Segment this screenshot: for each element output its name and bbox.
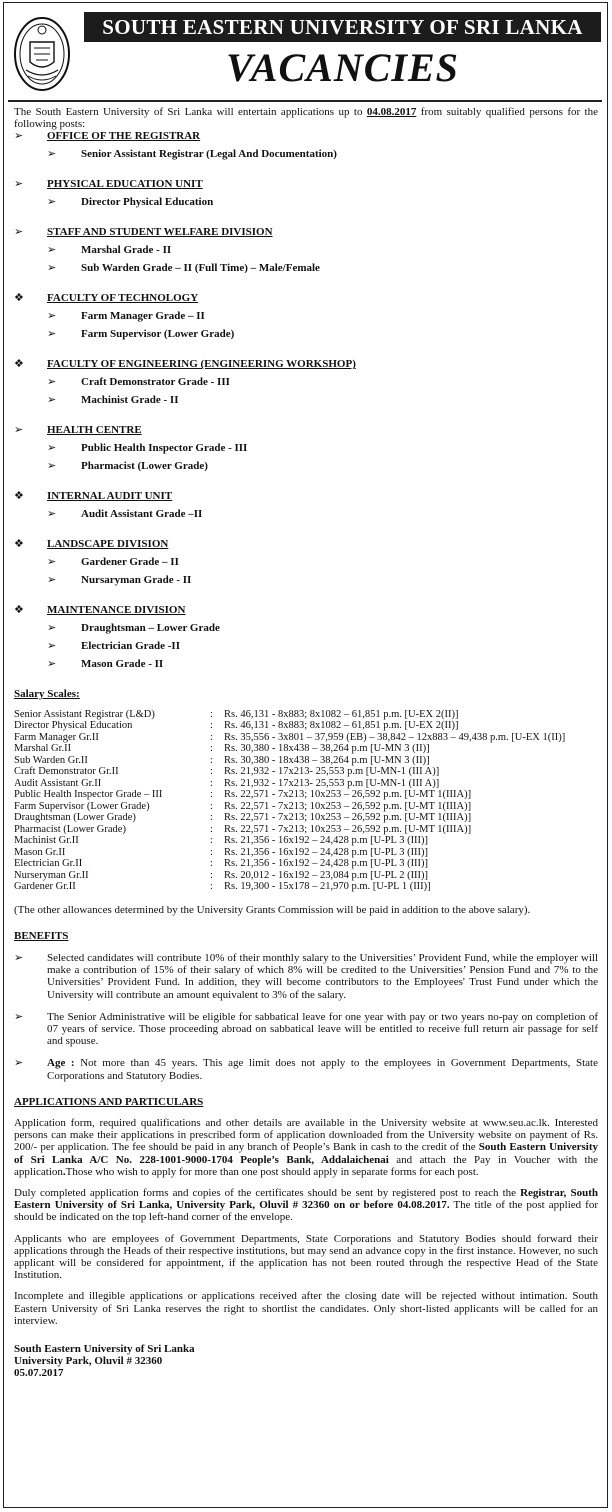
- salary-row: [14, 709, 565, 721]
- salary-post: Audit Assistant Gr.II: [14, 777, 102, 789]
- salary-scale: Rs. 21,356 - 16x192 – 24,428 p.m [U-PL 3 (III)]: [224, 846, 429, 858]
- post-title: Public Health Inspector Grade - III: [81, 442, 248, 455]
- vacancy-section: [14, 178, 598, 209]
- post-title: Farm Supervisor (Lower Grade): [81, 328, 235, 341]
- salary-separator: :: [210, 800, 213, 812]
- intro-text-before: The South Eastern University of Sri Lanka will entertain applications up to: [14, 106, 367, 118]
- salary-separator: :: [210, 812, 213, 824]
- salary-row: [14, 720, 565, 732]
- vacancy-section: [14, 604, 598, 671]
- salary-post: Marshal Gr.II: [14, 743, 72, 755]
- post-title: Machinist Grade - II: [81, 394, 179, 407]
- arrow-bullet-icon: ➢: [47, 195, 57, 209]
- post-title: Mason Grade - II: [81, 658, 164, 671]
- header-divider: [8, 100, 602, 102]
- diamond-bullet-icon: ❖: [14, 357, 24, 371]
- para-text: Duly completed application forms and copies of the certificates should be sent by registered post to reach the: [14, 1187, 521, 1200]
- salary-post: Director Physical Education: [14, 720, 133, 732]
- diamond-bullet-icon: ❖: [14, 537, 24, 551]
- salary-row: [14, 778, 565, 790]
- section-title: LANDSCAPE DIVISION: [47, 538, 169, 551]
- university-logo: [12, 14, 72, 94]
- benefit-text: The Senior Administrative will be eligible for sabbatical leave for one year with pay or two years no-pay on completion of 07 years of service. Those proceeding abroad on sabbatical leave will be entitled to receive full return air passage for self and spouse.: [47, 1010, 598, 1048]
- salary-separator: :: [210, 881, 213, 893]
- salary-scale: Rs. 35,556 - 3x801 – 37,959 (EB) – 38,842 – 12x883 – 49,438 p.m. [U-EX 1(II)]: [224, 731, 566, 743]
- salary-row: [14, 870, 565, 882]
- arrow-bullet-icon: ➢: [14, 225, 24, 239]
- salary-section: [14, 688, 598, 915]
- salary-scale: Rs. 30,380 - 18x438 – 38,264 p.m [U-MN 3 (II)]: [224, 754, 430, 766]
- post-item: [14, 460, 598, 473]
- applications-paragraph: [14, 1117, 598, 1178]
- salary-row: [14, 732, 565, 744]
- vacancy-section: [14, 292, 598, 341]
- post-title: Draughtsman – Lower Grade: [81, 622, 220, 635]
- salary-post: Electrician Gr.II: [14, 858, 83, 870]
- arrow-bullet-icon: ➢: [14, 423, 24, 437]
- arrow-bullet-icon: ➢: [14, 1056, 24, 1070]
- post-item: [14, 196, 598, 209]
- age-label: Age :: [47, 1057, 75, 1070]
- vacancy-section: [14, 490, 598, 521]
- para-text: The title of the post applied for should be indicated on the top left-hand corner of the envelope.: [14, 1199, 599, 1224]
- salary-post: Senior Assistant Registrar (L&D): [14, 708, 155, 720]
- applications-heading: APPLICATIONS AND PARTICULARS: [14, 1095, 204, 1108]
- arrow-bullet-icon: ➢: [14, 951, 24, 965]
- para-text: and attach the Pay in Voucher with the application: [14, 1153, 598, 1178]
- signature-date: 05.07.2017: [14, 1367, 64, 1380]
- applications-paragraph: [14, 1187, 598, 1224]
- arrow-bullet-icon: ➢: [47, 573, 57, 587]
- section-header: [14, 424, 598, 437]
- section-header: [14, 490, 598, 503]
- salary-separator: :: [210, 708, 213, 720]
- page-title: VACANCIES: [226, 45, 459, 90]
- salary-post: Gardener Gr.II: [14, 881, 76, 893]
- arrow-bullet-icon: ➢: [47, 441, 57, 455]
- salary-separator: :: [210, 754, 213, 766]
- salary-separator: :: [210, 835, 213, 847]
- diamond-bullet-icon: ❖: [14, 291, 24, 305]
- salary-row: [14, 881, 565, 893]
- salary-post: Draughtsman (Lower Grade): [14, 812, 136, 824]
- post-title: Gardener Grade – II: [81, 556, 179, 569]
- section-header: [14, 130, 598, 143]
- intro-text-after: from suitably qualified persons for the following posts:: [14, 106, 598, 131]
- arrow-bullet-icon: ➢: [14, 1009, 24, 1023]
- benefits-section: [14, 930, 598, 1082]
- salary-note: (The other allowances determined by the University Grants Commission will be paid in addition to the above salary).: [14, 903, 531, 916]
- post-item: [14, 394, 598, 407]
- salary-scale: Rs. 30,380 - 18x438 – 38,264 p.m [U-MN 3 (II)]: [224, 743, 430, 755]
- vacancy-section: [14, 130, 598, 161]
- salary-separator: :: [210, 869, 213, 881]
- section-header: [14, 292, 598, 305]
- arrow-bullet-icon: ➢: [47, 393, 57, 407]
- post-item: [14, 640, 598, 653]
- section-title: PHYSICAL EDUCATION UNIT: [47, 178, 203, 191]
- vacancy-section: [14, 226, 598, 275]
- salary-post: Machinist Gr.II: [14, 835, 79, 847]
- salary-separator: :: [210, 823, 213, 835]
- intro-paragraph: [14, 106, 598, 130]
- section-title: INTERNAL AUDIT UNIT: [47, 490, 173, 503]
- arrow-bullet-icon: ➢: [47, 147, 57, 161]
- salary-post: Sub Warden Gr.II: [14, 754, 88, 766]
- post-item: [14, 310, 598, 323]
- benefit-item: [14, 1057, 598, 1081]
- salary-row: [14, 858, 565, 870]
- section-header: [14, 358, 598, 371]
- post-title: Senior Assistant Registrar (Legal And Documentation): [81, 148, 337, 161]
- vacancy-sections: [14, 130, 598, 671]
- salary-separator: :: [210, 858, 213, 870]
- arrow-bullet-icon: ➢: [47, 555, 57, 569]
- salary-scale: Rs. 21,356 - 16x192 – 24,428 p.m [U-PL 3 (III)]: [224, 858, 429, 870]
- salary-heading: Salary Scales:: [14, 688, 80, 701]
- applications-paragraph: Incomplete and illegible applications or applications received after the closing date will be rejected without intimation. South Eastern University of Sri Lanka reserves the right to shortlist the candidates. Only short-listed applicants will be called for an interview.: [14, 1290, 598, 1327]
- diamond-bullet-icon: ❖: [14, 603, 24, 617]
- post-item: [14, 442, 598, 455]
- arrow-bullet-icon: ➢: [47, 507, 57, 521]
- salary-row: [14, 812, 565, 824]
- benefit-text: Selected candidates will contribute 10% of their monthly salary to the Universities’ Provident Fund, while the employer will make a contribution of 15% of their salary of which 8% will be credited to the Universities’ Pension Fund and 7% to the Universities’ Provident Fund. In addition, they will become contributors to the Employees' Trust Fund under which the University will contribute an amount equivalent to 3% of the salary.: [47, 952, 598, 1001]
- arrow-bullet-icon: ➢: [47, 375, 57, 389]
- section-header: [14, 178, 598, 191]
- salary-scale: Rs. 21,932 - 17x213- 25,553 p.m [U-MN-1 (III A)]: [224, 766, 440, 778]
- salary-row: [14, 755, 565, 767]
- post-item: [14, 328, 598, 341]
- post-title: Farm Manager Grade – II: [81, 310, 205, 323]
- salary-separator: :: [210, 731, 213, 743]
- section-title: FACULTY OF ENGINEERING (ENGINEERING WORKSHOP): [47, 358, 356, 371]
- signature-line: South Eastern University of Sri Lanka: [14, 1343, 195, 1356]
- section-header: [14, 538, 598, 551]
- bank-account: South Eastern University of Sri Lanka A/C No. 228-1001-9000-1704 People’s Bank, Addalaichenai: [14, 1141, 598, 1166]
- salary-post: Farm Supervisor (Lower Grade): [14, 800, 150, 812]
- salary-post: Nurseryman Gr.II: [14, 869, 89, 881]
- post-item: [14, 244, 598, 257]
- salary-scale: Rs. 21,932 - 17x213- 25,553 p.m [U-MN-1 (III A)]: [224, 777, 440, 789]
- salary-row: [14, 743, 565, 755]
- benefit-item: [14, 1011, 598, 1048]
- salary-post: Craft Demonstrator Gr.II: [14, 766, 119, 778]
- benefits-heading: BENEFITS: [14, 929, 69, 942]
- section-title: HEALTH CENTRE: [47, 424, 142, 437]
- salary-scale: Rs. 46,131 - 8x883; 8x1082 – 61,851 p.m. [U-EX 2(II)]: [224, 720, 459, 732]
- post-title: Director Physical Education: [81, 196, 214, 209]
- post-item: [14, 148, 598, 161]
- post-title: Sub Warden Grade – II (Full Time) – Male/Female: [81, 262, 320, 275]
- salary-separator: :: [210, 789, 213, 801]
- post-item: [14, 622, 598, 635]
- university-name-banner: SOUTH EASTERN UNIVERSITY OF SRI LANKA: [84, 12, 601, 42]
- arrow-bullet-icon: ➢: [47, 261, 57, 275]
- salary-separator: :: [210, 777, 213, 789]
- post-item: [14, 658, 598, 671]
- vacancy-section: [14, 424, 598, 473]
- salary-row: [14, 835, 565, 847]
- salary-separator: :: [210, 846, 213, 858]
- post-title: Marshal Grade - II: [81, 244, 172, 257]
- salary-row: [14, 789, 565, 801]
- diamond-bullet-icon: ❖: [14, 489, 24, 503]
- post-title: Audit Assistant Grade –II: [81, 508, 203, 521]
- header: [8, 8, 602, 98]
- section-title: STAFF AND STUDENT WELFARE DIVISION: [47, 226, 273, 239]
- arrow-bullet-icon: ➢: [47, 657, 57, 671]
- arrow-bullet-icon: ➢: [14, 129, 24, 143]
- applications-section: [14, 1096, 598, 1327]
- section-header: [14, 226, 598, 239]
- salary-scale: Rs. 20,012 - 16x192 – 23,084 p.m [U-PL 2 (III)]: [224, 869, 429, 881]
- salary-scale: Rs. 22,571 - 7x213; 10x253 – 26,592 p.m. [U-MT 1(IIIA)]: [224, 812, 472, 824]
- salary-post: Pharmacist (Lower Grade): [14, 823, 126, 835]
- salary-scale: Rs. 22,571 - 7x213; 10x253 – 26,592 p.m. [U-MT 1(IIIA)]: [224, 800, 472, 812]
- salary-row: [14, 847, 565, 859]
- para-text: Those who wish to apply for more than one post should apply in separate forms for each post.: [65, 1165, 479, 1178]
- salary-scale: Rs. 22,571 - 7x213; 10x253 – 26,592 p.m. [U-MT 1(IIIA)]: [224, 823, 472, 835]
- section-title: FACULTY OF TECHNOLOGY: [47, 292, 199, 305]
- section-header: [14, 604, 598, 617]
- post-item: [14, 574, 598, 587]
- arrow-bullet-icon: ➢: [47, 243, 57, 257]
- arrow-bullet-icon: ➢: [47, 621, 57, 635]
- signature-block: [14, 1343, 598, 1379]
- post-title: Nursaryman Grade - II: [81, 574, 192, 587]
- arrow-bullet-icon: ➢: [47, 459, 57, 473]
- post-title: Electrician Grade -II: [81, 640, 180, 653]
- vacancy-section: [14, 538, 598, 587]
- salary-scale: Rs. 19,300 - 15x178 – 21,970 p.m. [U-PL 1 (III)]: [224, 881, 431, 893]
- salary-row: [14, 766, 565, 778]
- salary-row: [14, 801, 565, 813]
- salary-scale: Rs. 46,131 - 8x883; 8x1082 – 61,851 p.m. [U-EX 2(II)]: [224, 708, 459, 720]
- post-item: [14, 376, 598, 389]
- salary-scale: Rs. 21,356 - 16x192 – 24,428 p.m [U-PL 3 (III)]: [224, 835, 429, 847]
- salary-post: Farm Manager Gr.II: [14, 731, 99, 743]
- salary-scale: Rs. 22,571 - 7x213; 10x253 – 26,592 p.m. [U-MT 1(IIIA)]: [224, 789, 472, 801]
- post-title: Craft Demonstrator Grade - III: [81, 376, 230, 389]
- salary-separator: :: [210, 720, 213, 732]
- salary-separator: :: [210, 766, 213, 778]
- salary-table: [14, 709, 565, 893]
- arrow-bullet-icon: ➢: [47, 309, 57, 323]
- post-item: [14, 508, 598, 521]
- salary-post: Public Health Inspector Grade – III: [14, 789, 163, 801]
- arrow-bullet-icon: ➢: [47, 327, 57, 341]
- arrow-bullet-icon: ➢: [14, 177, 24, 191]
- para-text: .: [62, 1165, 66, 1178]
- arrow-bullet-icon: ➢: [47, 639, 57, 653]
- vacancy-section: [14, 358, 598, 407]
- applications-paragraph: Applicants who are employees of Government Departments, State Corporations and Statutory Bodies should forward their applications through the Heads of their respective institutions, but may send an advance copy in the first instance. However, no such applicant will be considered for appointment, if the application has not been routed through the respective Head of the State Institution.: [14, 1232, 598, 1282]
- closing-date: 04.08.2017: [366, 106, 417, 118]
- salary-separator: :: [210, 743, 213, 755]
- benefit-text: Not more than 45 years. This age limit does not apply to the employees in Government Departments, State Corporations and Statutory Bodies.: [47, 1057, 598, 1082]
- section-title: OFFICE OF THE REGISTRAR: [47, 130, 201, 143]
- salary-row: [14, 824, 565, 836]
- salary-post: Mason Gr.II: [14, 846, 66, 858]
- signature-line: University Park, Oluvil # 32360: [14, 1355, 163, 1368]
- post-title: Pharmacist (Lower Grade): [81, 460, 208, 473]
- postal-address: Registrar, South Eastern University of Sri Lanka, University Park, Oluvil # 32360 on or before 04.08.2017.: [14, 1187, 598, 1212]
- benefit-item: [14, 952, 598, 1001]
- post-item: [14, 262, 598, 275]
- para-text: Application form, required qualifications and other details are available in the University website at www.seu.ac.lk. Interested persons can make their applications in prescribed form of application downloaded from the University website on payment of Rs. 200/- per application. The fee should be paid in any branch of People’s Bank in cash to the credit of the: [14, 1117, 598, 1154]
- section-title: MAINTENANCE DIVISION: [47, 604, 186, 617]
- post-item: [14, 556, 598, 569]
- main-content: [14, 106, 598, 1379]
